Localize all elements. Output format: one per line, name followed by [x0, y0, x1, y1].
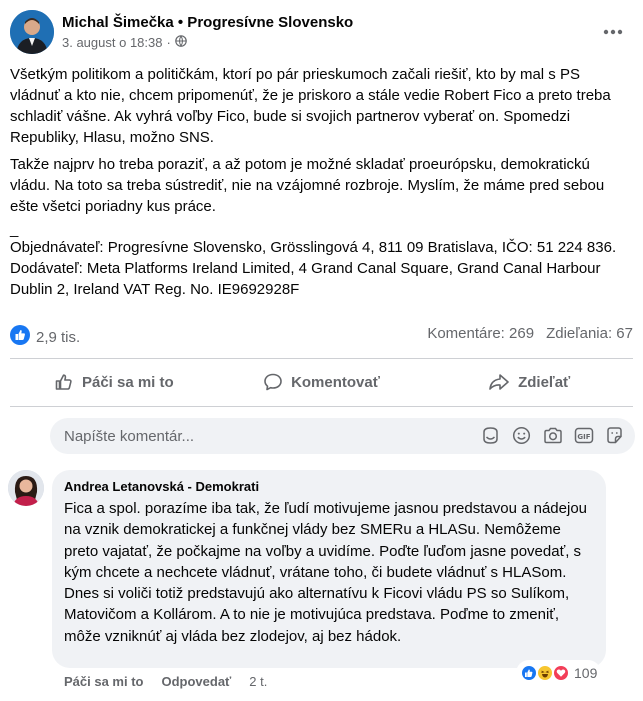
shares-count[interactable]: Zdieľania: 67	[546, 325, 633, 342]
post-meta	[62, 35, 187, 50]
divider	[10, 358, 633, 359]
comment-button-label: Komentovať	[291, 373, 380, 391]
post-underscore: _	[10, 221, 19, 238]
thumbs-up-icon	[54, 372, 74, 392]
comment-reactions[interactable]	[516, 660, 601, 686]
comment-author[interactable]: Andrea Letanovská - Demokrati	[64, 479, 260, 494]
share-button-label: Zdieľať	[518, 373, 571, 391]
post-author[interactable]: Michal Šimečka • Progresívne Slovensko	[62, 14, 354, 31]
divider	[10, 406, 633, 407]
like-button[interactable]	[10, 362, 218, 402]
meta-separator: ·	[166, 35, 171, 50]
post-legal-notice: Objednávateľ: Progresívne Slovensko, Grösslingová 4, 811 09 Bratislava, IČO: 51 224 836. Dodávateľ: Meta Platforms Ireland Limited, 4 Grand Canal Square, Grand Canal Harbour Dublin 2, Ireland VAT Reg. No. IE9692928F	[10, 239, 617, 298]
post-actions	[10, 362, 633, 402]
author-avatar[interactable]	[10, 10, 54, 54]
post-body	[10, 64, 630, 306]
post-header	[10, 10, 633, 54]
commenter-avatar[interactable]	[8, 470, 44, 506]
love-reaction-icon	[552, 664, 570, 682]
more-icon	[603, 29, 623, 35]
stats-right	[427, 325, 633, 342]
comment-bubble	[52, 470, 606, 668]
share-button[interactable]	[425, 362, 633, 402]
svg-text:GIF: GIF	[576, 433, 591, 441]
comment-compose	[50, 418, 635, 454]
post-date[interactable]: 3. august o 18:38	[62, 35, 163, 50]
more-options-button[interactable]	[599, 18, 627, 46]
compose-tools	[480, 425, 625, 446]
reaction-summary[interactable]	[10, 325, 80, 349]
emoji-icon[interactable]	[511, 425, 532, 446]
comments-count[interactable]: Komentáre: 269	[427, 325, 535, 342]
like-count: 2,9 tis.	[36, 328, 81, 346]
post-stats	[10, 322, 633, 348]
comment-like-button[interactable]: Páči sa mi to	[64, 674, 144, 689]
comment-actions	[64, 674, 267, 689]
comment-icon	[263, 372, 283, 392]
camera-icon[interactable]	[542, 425, 563, 446]
like-reaction-icon	[10, 325, 30, 349]
comment-reply-button[interactable]: Odpovedať	[161, 674, 232, 689]
comment-timestamp[interactable]: 2 t.	[249, 674, 268, 689]
post-paragraph: Takže najprv ho treba poraziť, a až potom je možné skladať proeurópsku, demokratickú vládu. Na toto sa treba sústrediť, nie na vzájomné rozbroje. Myslím, že máme pred sebou ešte všetci poriadny kus práce.	[10, 156, 605, 215]
comment-input[interactable]	[64, 418, 444, 454]
like-button-label: Páči sa mi to	[81, 373, 174, 391]
comment-button[interactable]	[218, 362, 426, 402]
globe-icon	[175, 35, 187, 50]
share-icon	[488, 372, 510, 392]
avatar-sticker-icon[interactable]	[480, 425, 501, 446]
gif-icon[interactable]	[573, 425, 594, 446]
sticker-icon[interactable]	[604, 425, 625, 446]
comment-reaction-count: 109	[574, 665, 598, 681]
post-paragraph: Všetkým politikom a političkám, ktorí po pár prieskumoch začali riešiť, kto by mal s PS vládnuť a kto nie, chcem pripomenúť, že je priskoro a stále vedie Robert Fico a preto treba schladiť vášne. Ak vyhrá voľby Fico, bude si svojich partnerov vyberať on. Spomedzi Republiky, Hlasu, možno SNS.	[10, 66, 611, 146]
comment-text: Fica a spol. porazíme iba tak, že ľudí motivujeme jasnou predstavou a nádejou na vznik demokratickej a funkčnej vlády bez SMERu a HLASu. Nemôžeme preto vajatať, že počkajme na voľby a uvidíme. Poďte ľuďom jasne povedať, s kým chcete a nechcete vládnuť, vrátane toho, či budete vládnuť s HLASom. Dnes si voliči totiž predstavujú ako alternatívu k Ficovi vládu PS so Sulíkom, Matovičom a Kollárom. A to nie je motivujúca predstava. Poďme to zmeniť, môže vzniknúť aj vláda bez zlodejov, aj bez hádok.	[64, 500, 588, 645]
